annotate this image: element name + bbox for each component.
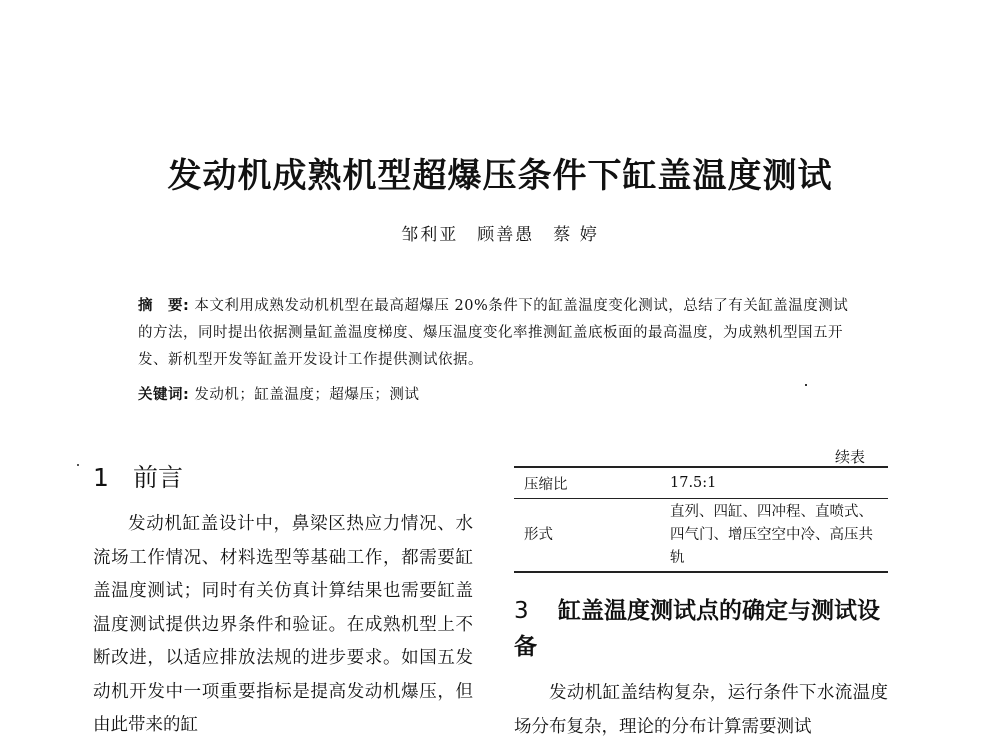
section-1-number: 1 bbox=[93, 463, 109, 492]
table-row bbox=[514, 467, 888, 499]
keywords-text: 发动机；缸盖温度；超爆压；测试 bbox=[189, 387, 420, 403]
keywords-label: 关键词: bbox=[138, 387, 190, 403]
section-3-heading bbox=[514, 593, 892, 665]
table-continued-label: 续表 bbox=[835, 448, 866, 466]
section-1-title: 前言 bbox=[133, 463, 184, 492]
spec-table bbox=[514, 466, 888, 573]
speck-mark bbox=[805, 384, 807, 386]
section-3-body: 发动机缸盖结构复杂，运行条件下水流温度场分布复杂，理论的分布计算需要测试 bbox=[514, 683, 888, 737]
abstract-label: 摘 要: bbox=[138, 298, 190, 314]
keywords bbox=[138, 383, 858, 404]
table-cell-label: 压缩比 bbox=[514, 467, 670, 499]
section-3-title: 缸盖温度测试点的确定与测试设备 bbox=[514, 598, 880, 660]
speck-mark bbox=[77, 464, 79, 466]
paper-authors: 邹利亚 顾善愚 蔡 婷 bbox=[401, 225, 599, 245]
section-1-body: 发动机缸盖设计中，鼻梁区热应力情况、水流场工作情况、材料选型等基础工作，都需要缸盖温度测试；同时有关仿真计算结果也需要缸盖温度测试提供边界条件和验证。在成熟机型上不断改进，以适应排放法规的进步要求。如国五发动机开发中一项重要指标是提高发动机爆压，但由此带来的缸 bbox=[93, 514, 473, 735]
table-cell-label: 形式 bbox=[514, 499, 670, 573]
section-3-number: 3 bbox=[514, 598, 529, 624]
abstract-text: 本文利用成熟发动机机型在最高超爆压 20%条件下的缸盖温度变化测试，总结了有关缸盖温度测试的方法，同时提出依据测量缸盖温度梯度、爆压温度变化率推测缸盖底板面的最高温度，为成熟机型国五开发、新机型开发等缸盖开发设计工作提供测试依据。 bbox=[138, 298, 849, 368]
paper-title: 发动机成熟机型超爆压条件下缸盖温度测试 bbox=[167, 156, 833, 196]
table-cell-value: 17.5:1 bbox=[670, 467, 888, 499]
table-row bbox=[514, 499, 888, 573]
abstract bbox=[138, 293, 858, 374]
section-1-heading bbox=[93, 458, 183, 494]
table-cell-value: 直列、四缸、四冲程、直喷式、四气门、增压空空中冷、高压共轨 bbox=[670, 499, 888, 573]
